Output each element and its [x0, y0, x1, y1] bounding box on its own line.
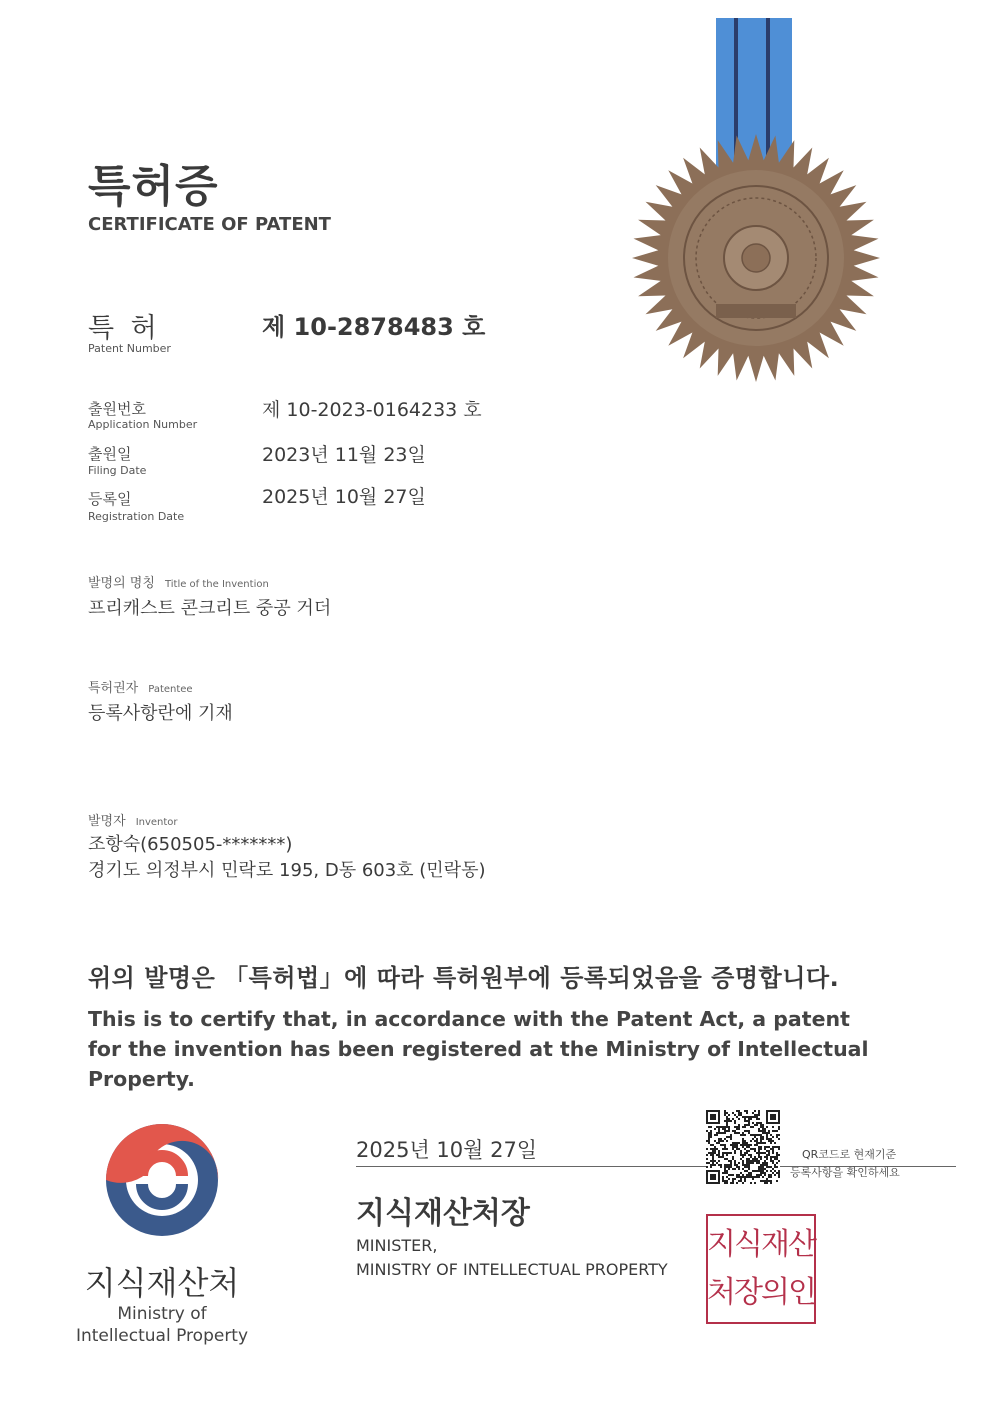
invention-title-value: 프리캐스트 콘크리트 중공 거더 — [88, 598, 332, 619]
seal-line1: 지식재산 — [707, 1227, 815, 1262]
inventor-label-en: Inventor — [135, 817, 178, 828]
inventor-label — [88, 810, 178, 829]
inventor-label-ko: 발명자 — [88, 814, 126, 829]
patentee-value: 등록사항란에 기재 — [88, 703, 233, 724]
application-number-label-en: Application Number — [88, 418, 198, 431]
invention-title-label — [88, 572, 269, 591]
issue-date: 2025년 10월 27일 — [356, 1138, 538, 1162]
patentee-label-en: Patentee — [148, 684, 193, 695]
medal-seal-icon — [628, 18, 884, 382]
invention-title-label-ko: 발명의 명칭 — [88, 576, 155, 591]
patentee-label — [88, 677, 193, 696]
qr-code-icon[interactable] — [706, 1110, 780, 1184]
certificate-title-en: CERTIFICATE OF PATENT — [88, 214, 331, 235]
patent-number-label-en: Patent Number — [88, 342, 171, 355]
qr-note-line2: 등록사항을 확인하세요 — [790, 1166, 900, 1179]
seal-line2: 처장의인 — [707, 1275, 815, 1310]
filing-date-label-en: Filing Date — [88, 464, 147, 477]
agency-name-en-line2: Intellectual Property — [75, 1326, 249, 1346]
patent-number-label: 특 허 — [88, 313, 161, 344]
patentee-label-ko: 특허권자 — [88, 681, 139, 696]
certification-statement-en: This is to certify that, in accordance with the Patent Act, a patent for the invention has been registered at the Ministry of Intellectual Property. — [88, 1007, 869, 1091]
qr-note-line1: QR코드로 현재기준 — [802, 1148, 897, 1161]
issuer-title-en-line2: MINISTRY OF INTELLECTUAL PROPERTY — [356, 1260, 668, 1279]
registration-date-label: 등록일 — [88, 490, 132, 508]
official-seal-stamp — [706, 1214, 816, 1324]
invention-title-label-en: Title of the Invention — [164, 579, 269, 590]
agency-logo-icon — [104, 1122, 220, 1238]
inventor-address: 경기도 의정부시 민락로 195, D동 603호 (민락동) — [88, 860, 486, 881]
certificate-title-ko: 특허증 — [88, 161, 219, 212]
patent-number-value: 제 10-2878483 호 — [262, 313, 486, 341]
filing-date-label: 출원일 — [88, 445, 132, 463]
application-number-label: 출원번호 — [88, 400, 146, 418]
certification-statement-ko: 위의 발명은 「특허법」에 따라 특허원부에 등록되었음을 증명합니다. — [88, 964, 840, 992]
agency-name-ko: 지식재산처 — [84, 1264, 240, 1302]
inventor-name: 조항숙(650505-*******) — [88, 834, 293, 855]
application-number-value: 제 10-2023-0164233 호 — [262, 399, 482, 421]
filing-date-value: 2023년 11월 23일 — [262, 444, 426, 466]
registration-date-value: 2025년 10월 27일 — [262, 486, 426, 508]
issuer-title-ko: 지식재산처장 — [356, 1196, 530, 1231]
agency-name-en-line1: Ministry of — [117, 1304, 207, 1324]
registration-date-label-en: Registration Date — [88, 510, 185, 523]
issuer-title-en-line1: MINISTER, — [356, 1236, 438, 1255]
